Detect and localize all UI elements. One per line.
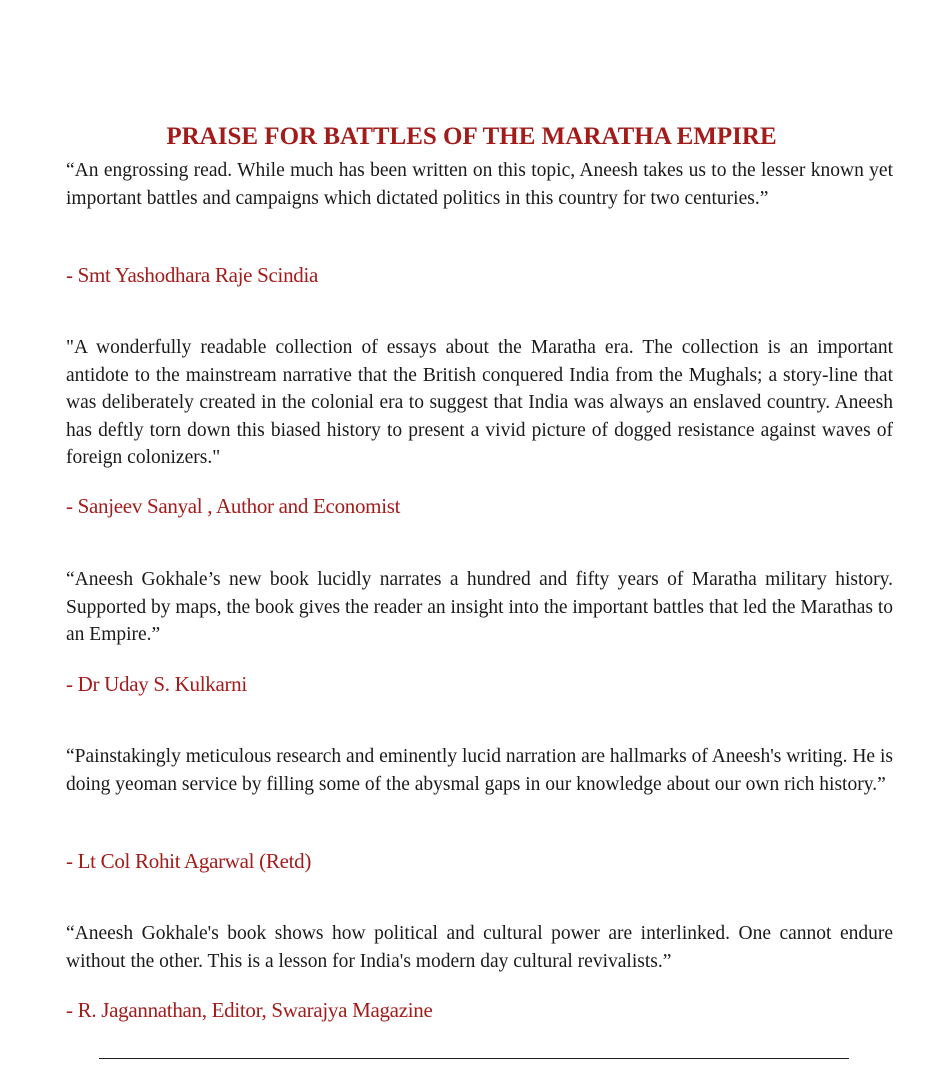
testimonial-attribution-4: - Lt Col Rohit Agarwal (Retd): [66, 849, 312, 873]
page-title: PRAISE FOR BATTLES OF THE MARATHA EMPIRE: [166, 122, 777, 150]
testimonial-attribution-5: - R. Jagannathan, Editor, Swarajya Magazine: [66, 998, 433, 1022]
testimonial-quote-1: “An engrossing read. While much has been written on this topic, Aneesh takes us to the lesser known yet important battles and campaigns which dictated politics in this country for two centuries.”: [66, 160, 893, 209]
testimonial-quote-2: "A wonderfully readable collection of essays about the Maratha era. The collection is an important antidote to the mainstream narrative that the British conquered India from the Mughals; a story-line that was deliberately created in the colonial era to suggest that India was always an enslaved country. Aneesh has deftly torn down this biased history to present a vivid picture of dogged resistance against waves of foreign colonizers.": [66, 337, 893, 469]
testimonial-attribution-1: - Smt Yashodhara Raje Scindia: [66, 263, 319, 287]
testimonial-attribution-2: - Sanjeev Sanyal , Author and Economist: [66, 494, 401, 518]
testimonial-quote-4: “Painstakingly meticulous research and eminently lucid narration are hallmarks of Aneesh's writing. He is doing yeoman service by filling some of the abysmal gaps in our knowledge about our own rich history.”: [66, 746, 893, 795]
testimonial-quote-5: “Aneesh Gokhale's book shows how political and cultural power are interlinked. One cannot endure without the other. This is a lesson for India's modern day cultural revivalists.”: [66, 923, 893, 972]
footer-divider: [99, 1058, 849, 1059]
testimonial-quote-3: “Aneesh Gokhale’s new book lucidly narrates a hundred and fifty years of Maratha military history. Supported by maps, the book gives the reader an insight into the important battles that led the Marathas to an Empire.”: [66, 569, 893, 646]
testimonial-attribution-3: - Dr Uday S. Kulkarni: [66, 672, 247, 696]
